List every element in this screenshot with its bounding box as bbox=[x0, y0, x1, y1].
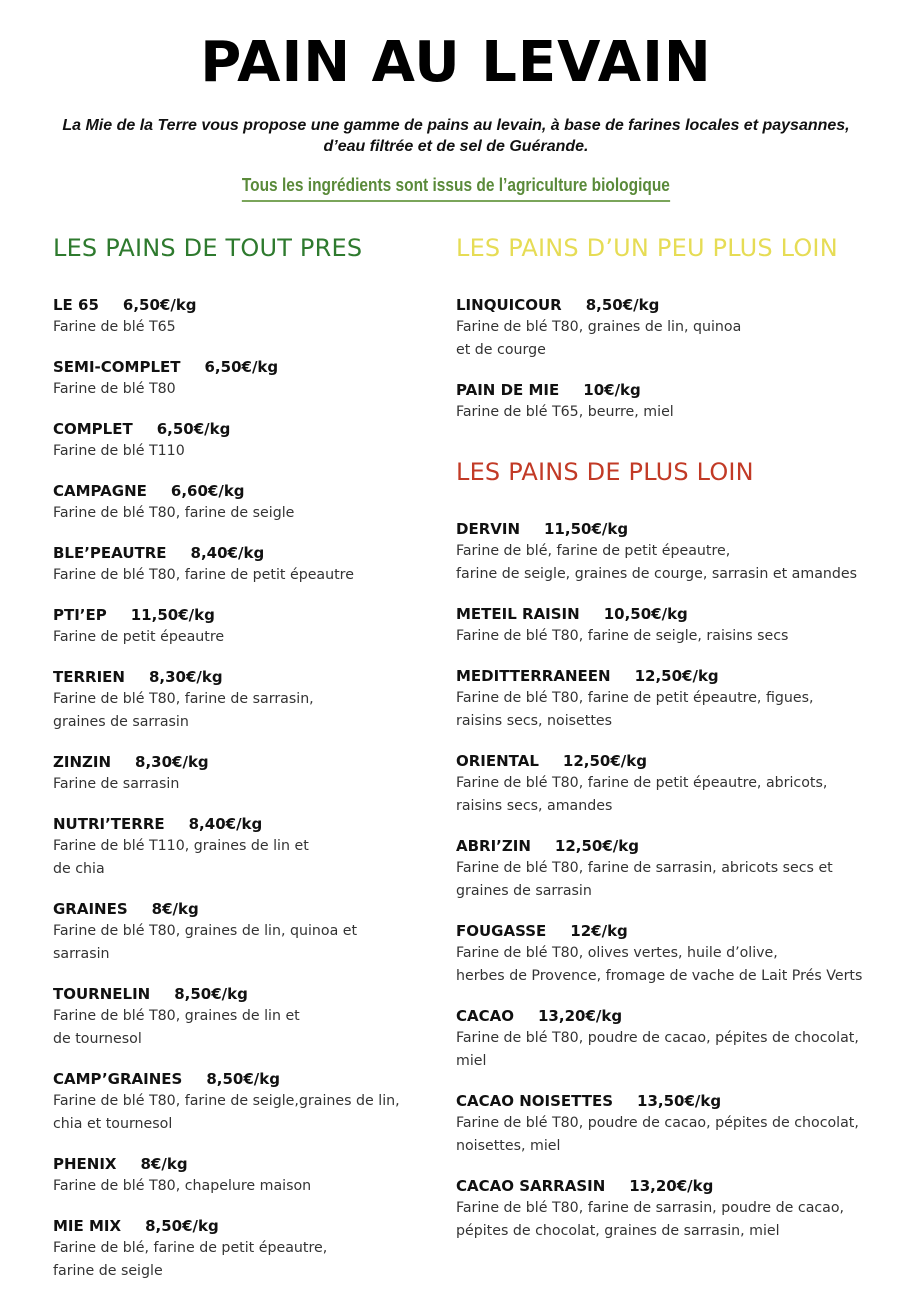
bread-description: Farine de blé T80, graines de lin, quinoa et de courge bbox=[456, 319, 742, 358]
organic-note: Tous les ingrédients sont issus de l’agriculture biologique bbox=[242, 175, 670, 202]
bread-description: Farine de blé, farine de petit épeautre, farine de seigle bbox=[53, 1240, 328, 1279]
bread-list-plus-loin bbox=[456, 518, 906, 1243]
bread-name: ZINZIN bbox=[53, 753, 112, 771]
bread-description: Farine de blé T80, poudre de cacao, pépites de chocolat, noisettes, miel bbox=[456, 1115, 859, 1154]
bread-price: 8€/kg bbox=[151, 900, 199, 918]
bread-price: 8,40€/kg bbox=[188, 815, 263, 833]
bread-price: 10,50€/kg bbox=[603, 605, 688, 623]
bread-name: MIE MIX bbox=[53, 1217, 122, 1235]
bread-name: MEDITTERRANEEN bbox=[456, 667, 611, 685]
bread-item-header bbox=[456, 835, 906, 857]
bread-item-header bbox=[456, 294, 906, 316]
bread-item-header bbox=[53, 983, 433, 1005]
bread-description: Farine de blé T80, farine de sarrasin, abricots secs et graines de sarrasin bbox=[456, 860, 833, 899]
bread-name: CAMP’GRAINES bbox=[53, 1070, 183, 1088]
bread-name: LINQUICOUR bbox=[456, 296, 562, 314]
bread-item-header bbox=[456, 603, 906, 625]
bread-price: 8,50€/kg bbox=[206, 1070, 280, 1088]
bread-description: Farine de blé T110 bbox=[53, 443, 185, 459]
bread-item bbox=[53, 542, 433, 587]
bread-price: 8,40€/kg bbox=[190, 544, 265, 562]
bread-item-header bbox=[53, 480, 433, 502]
bread-item bbox=[53, 1153, 433, 1198]
bread-description: Farine de blé T80, farine de sarrasin, graines de sarrasin bbox=[53, 691, 314, 730]
bread-price: 13,20€/kg bbox=[538, 1007, 623, 1025]
bread-description: Farine de blé T80, farine de sarrasin, poudre de cacao, pépites de chocolat, graines de sarrasin, miel bbox=[456, 1200, 845, 1239]
bread-price: 12,50€/kg bbox=[562, 752, 647, 770]
bread-name: PTI’EP bbox=[53, 606, 107, 624]
bread-item-header bbox=[53, 1068, 433, 1090]
column-right bbox=[456, 230, 906, 1260]
bread-item-header bbox=[53, 418, 433, 440]
bread-price: 12€/kg bbox=[570, 922, 628, 940]
bread-price: 8,30€/kg bbox=[135, 753, 209, 771]
bread-name: DERVIN bbox=[456, 520, 520, 538]
bread-price: 6,60€/kg bbox=[170, 482, 245, 500]
bread-name: CACAO NOISETTES bbox=[456, 1092, 614, 1110]
bread-name: TERRIEN bbox=[53, 668, 125, 686]
bread-item-header bbox=[53, 898, 433, 920]
bread-item bbox=[53, 604, 433, 649]
bread-item-header bbox=[456, 1175, 906, 1197]
bread-item bbox=[53, 1068, 433, 1136]
bread-description: Farine de blé T80, farine de seigle bbox=[53, 505, 295, 521]
bread-item bbox=[456, 603, 906, 648]
bread-price: 8,30€/kg bbox=[148, 668, 223, 686]
page-title: PAIN AU LEVAIN bbox=[200, 30, 712, 95]
bread-name: ORIENTAL bbox=[456, 752, 539, 770]
bread-description: Farine de blé T80, farine de petit épeautre, abricots, raisins secs, amandes bbox=[456, 775, 828, 814]
bread-description: Farine de blé T80, farine de petit épeautre bbox=[53, 567, 354, 583]
bread-item-header bbox=[456, 920, 906, 942]
bread-item bbox=[456, 379, 906, 424]
bread-description: Farine de blé T80, farine de seigle, raisins secs bbox=[456, 628, 789, 644]
bread-item bbox=[456, 1005, 906, 1073]
bread-description: Farine de blé T65 bbox=[53, 319, 176, 335]
bread-item bbox=[456, 518, 906, 586]
bread-item bbox=[456, 665, 906, 733]
bread-item bbox=[456, 1090, 906, 1158]
bread-price: 8,50€/kg bbox=[174, 985, 248, 1003]
bread-price: 8€/kg bbox=[140, 1155, 188, 1173]
bread-item bbox=[53, 666, 433, 734]
bread-price: 6,50€/kg bbox=[156, 420, 231, 438]
organic-note-wrapper bbox=[0, 175, 912, 202]
bread-item-header bbox=[53, 666, 433, 688]
bread-item-header bbox=[456, 750, 906, 772]
bread-price: 13,50€/kg bbox=[637, 1092, 722, 1110]
bread-item bbox=[53, 751, 433, 796]
section-title-peu-plus-loin: LES PAINS D’UN PEU PLUS LOIN bbox=[456, 234, 838, 262]
bread-price: 12,50€/kg bbox=[554, 837, 639, 855]
bread-description: Farine de petit épeautre bbox=[53, 629, 225, 645]
bread-description: Farine de blé T80, chapelure maison bbox=[53, 1178, 312, 1194]
bread-description: Farine de blé T80, olives vertes, huile d’olive, herbes de Provence, fromage de vache de Lait Prés Verts bbox=[456, 945, 863, 984]
bread-name: PHENIX bbox=[53, 1155, 117, 1173]
bread-name: TOURNELIN bbox=[53, 985, 151, 1003]
bread-price: 6,50€/kg bbox=[122, 296, 197, 314]
bread-item-header bbox=[456, 379, 906, 401]
bread-item-header bbox=[53, 604, 433, 626]
bread-name: GRAINES bbox=[53, 900, 128, 918]
bread-item-header bbox=[53, 1153, 433, 1175]
bread-item-header bbox=[53, 813, 433, 835]
bread-list-peu-plus-loin bbox=[456, 294, 906, 424]
bread-description: Farine de blé T110, graines de lin et de chia bbox=[53, 838, 309, 877]
bread-description: Farine de blé T80, graines de lin, quinoa et sarrasin bbox=[53, 923, 358, 962]
intro-text bbox=[0, 115, 912, 157]
bread-description: Farine de blé T80, farine de seigle,graines de lin, chia et tournesol bbox=[53, 1093, 400, 1132]
bread-item bbox=[53, 898, 433, 966]
bread-item-header bbox=[456, 665, 906, 687]
bread-name: SEMI-COMPLET bbox=[53, 358, 181, 376]
bread-item bbox=[53, 356, 433, 401]
bread-name: CACAO SARRASIN bbox=[456, 1177, 606, 1195]
bread-item bbox=[53, 1215, 433, 1283]
bread-description: Farine de blé T80, farine de petit épeautre, figues, raisins secs, noisettes bbox=[456, 690, 814, 729]
bread-name: METEIL RAISIN bbox=[456, 605, 580, 623]
bread-price: 11,50€/kg bbox=[544, 520, 629, 538]
bread-item bbox=[456, 750, 906, 818]
bread-description: Farine de blé T80, poudre de cacao, pépites de chocolat, miel bbox=[456, 1030, 859, 1069]
bread-description: Farine de blé T80 bbox=[53, 381, 176, 397]
bread-item bbox=[456, 920, 906, 988]
bread-description: Farine de blé T65, beurre, miel bbox=[456, 404, 674, 420]
bread-item-header bbox=[53, 751, 433, 773]
bread-item-header bbox=[456, 518, 906, 540]
bread-item-header bbox=[53, 356, 433, 378]
bread-name: FOUGASSE bbox=[456, 922, 547, 940]
bread-name: BLE’PEAUTRE bbox=[53, 544, 167, 562]
bread-price: 8,50€/kg bbox=[145, 1217, 219, 1235]
bread-item-header bbox=[456, 1090, 906, 1112]
bread-item-header bbox=[53, 542, 433, 564]
bread-item bbox=[53, 294, 433, 339]
bread-item bbox=[53, 983, 433, 1051]
bread-item-header bbox=[456, 1005, 906, 1027]
bread-price: 8,50€/kg bbox=[585, 296, 660, 314]
bread-name: NUTRI’TERRE bbox=[53, 815, 165, 833]
bread-item bbox=[53, 480, 433, 525]
intro-line-2: d’eau filtrée et de sel de Guérande. bbox=[323, 138, 589, 155]
bread-description: Farine de blé, farine de petit épeautre, farine de seigle, graines de courge, sarrasin et amandes bbox=[456, 543, 858, 582]
bread-description: Farine de blé T80, graines de lin et de tournesol bbox=[53, 1008, 300, 1047]
bread-item-header bbox=[53, 1215, 433, 1237]
bread-price: 11,50€/kg bbox=[130, 606, 215, 624]
intro-line-1: La Mie de la Terre vous propose une gamme de pains au levain, à base de farines locales et paysannes, bbox=[62, 117, 850, 134]
bread-name: CAMPAGNE bbox=[53, 482, 147, 500]
bread-item bbox=[456, 294, 906, 362]
column-left bbox=[53, 230, 433, 1300]
bread-name: PAIN DE MIE bbox=[456, 381, 560, 399]
bread-name: COMPLET bbox=[53, 420, 133, 438]
bread-item bbox=[53, 418, 433, 463]
bread-item bbox=[456, 1175, 906, 1243]
bread-price: 10€/kg bbox=[583, 381, 641, 399]
bread-list-tout-pres bbox=[53, 294, 433, 1283]
bread-item bbox=[456, 835, 906, 903]
section-title-tout-pres: LES PAINS DE TOUT PRES bbox=[53, 234, 363, 262]
bread-item bbox=[53, 813, 433, 881]
bread-name: ABRI’ZIN bbox=[456, 837, 531, 855]
bread-item-header bbox=[53, 294, 433, 316]
bread-price: 6,50€/kg bbox=[204, 358, 279, 376]
bread-price: 12,50€/kg bbox=[634, 667, 719, 685]
section-title-plus-loin: LES PAINS DE PLUS LOIN bbox=[456, 458, 754, 486]
bread-name: LE 65 bbox=[53, 296, 99, 314]
bread-price: 13,20€/kg bbox=[629, 1177, 714, 1195]
bread-name: CACAO bbox=[456, 1007, 514, 1025]
bread-description: Farine de sarrasin bbox=[53, 776, 180, 792]
